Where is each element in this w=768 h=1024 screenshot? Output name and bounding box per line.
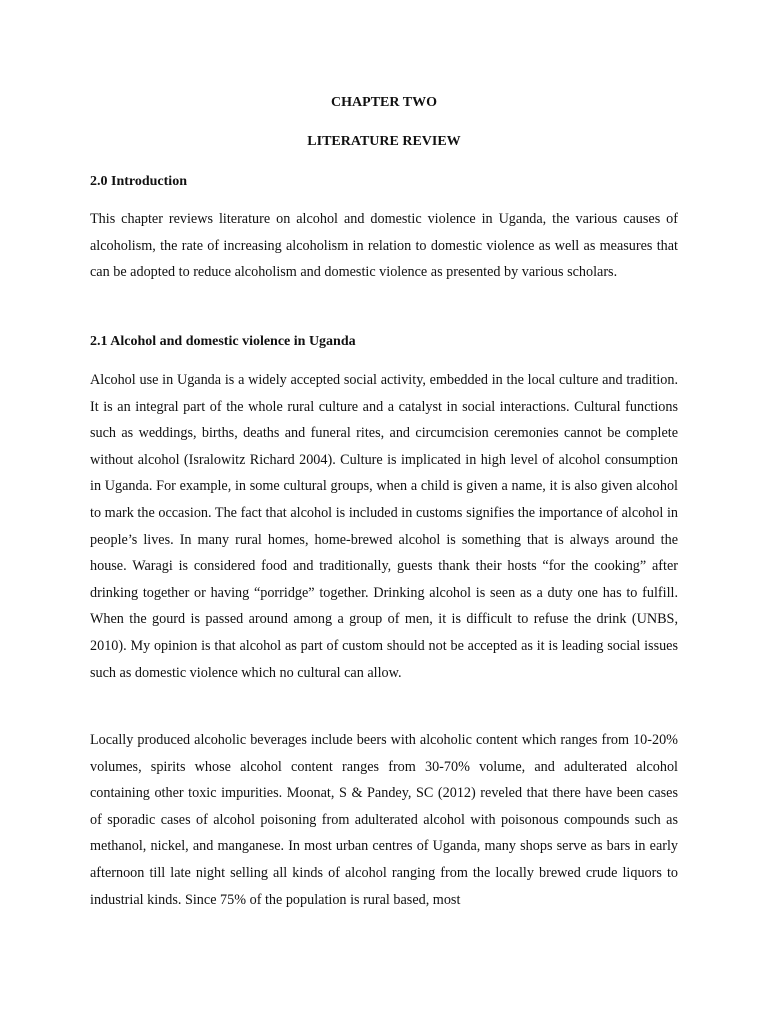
- section-heading-alcohol-domestic-violence: 2.1 Alcohol and domestic violence in Uganda: [90, 334, 356, 349]
- section-heading-introduction: 2.0 Introduction: [90, 174, 187, 189]
- local-beverages-paragraph: Locally produced alcoholic beverages include beers with alcoholic content which ranges from 10-20% volumes, spirits whose alcohol content ranges from 30-70% volume, and adulterated alcohol containing other toxic impurities. Moonat, S & Pandey, SC (2012) reveled that there have been cases of sporadic cases of alcohol poisoning from adulterated alcohol with poisonous compounds such as methanol, nickel, and manganese. In most urban centres of Uganda, many shops serve as bars in early afternoon till late night selling all kinds of alcohol ranging from the locally brewed crude liquors to industrial kinds. Since 75% of the population is rural based, most: [90, 732, 678, 908]
- chapter-title: CHAPTER TWO: [331, 95, 437, 110]
- alcohol-culture-paragraph: Alcohol use in Uganda is a widely accepted social activity, embedded in the local culture and tradition. It is an integral part of the whole rural culture and a catalyst in social interactions. Cultural functions such as weddings, births, deaths and funeral rites, and circumcision ceremonies cannot be complete without alcohol (Isralowitz Richard 2004). Culture is implicated in high level of alcohol consumption in Uganda. For example, in some cultural groups, when a child is given a name, it is also given alcohol to mark the occasion. The fact that alcohol is included in customs signifies the importance of alcohol in people’s lives. In many rural homes, home-brewed alcohol is something that is always around the house. Waragi is considered food and traditionally, guests thank their hosts “for the cooking” after drinking together or having “porridge” together. Drinking alcohol is seen as a duty one has to fulfill. When the gourd is passed around among a group of men, it is difficult to refuse the drink (UNBS, 2010). My opinion is that alcohol as part of custom should not be accepted as it is leading social issues such as domestic violence which no cultural can allow.: [90, 372, 678, 681]
- chapter-subtitle: LITERATURE REVIEW: [307, 134, 461, 149]
- introduction-paragraph: This chapter reviews literature on alcohol and domestic violence in Uganda, the various causes of alcoholism, the rate of increasing alcoholism in relation to domestic violence as well as measures that can be adopted to reduce alcoholism and domestic violence as presented by various scholars.: [90, 211, 678, 281]
